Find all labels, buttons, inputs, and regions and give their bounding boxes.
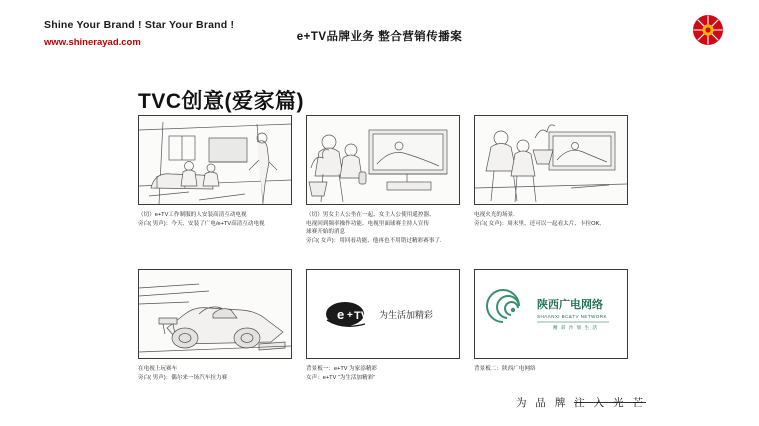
- svg-text:陕西广电网络: 陕西广电网络: [537, 299, 603, 311]
- caption-line: 背景板一：e+TV 为家添精彩: [306, 366, 378, 372]
- caption-line: 背景板二：陕西广电网络: [474, 366, 536, 372]
- storyboard-caption: [306, 365, 458, 382]
- sketch-family-watching-tv[interactable]: [306, 115, 460, 205]
- caption-line: 女声：e+TV “为生活加精彩”: [306, 374, 376, 381]
- storyboard-cell[interactable]: [474, 269, 626, 374]
- storyboard-cell[interactable]: [306, 115, 458, 246]
- svg-text:SHAANXI BC&TV NETWORK: SHAANXI BC&TV NETWORK: [537, 314, 607, 319]
- storyboard-caption: [474, 365, 626, 374]
- caption-line: 旁白( 男声)：偶尔来一场汽车拉力赛: [138, 374, 228, 381]
- svg-text:为生活加精彩: 为生活加精彩: [379, 310, 434, 320]
- storyboard-caption: [474, 211, 626, 228]
- caption-line: 旁白( 女声)：用回看功能、他再也不用错过精彩赛事了.: [306, 237, 442, 244]
- caption-line: 在电视上玩赛车: [138, 366, 178, 372]
- caption-line: 电视火光的场景.: [474, 212, 515, 218]
- storyboard-caption: [138, 211, 290, 228]
- caption-line: 球赛开始的消息: [306, 229, 346, 236]
- caption-line: 电视回到频率操作功能、电视里面球赛主持人宣传: [306, 220, 430, 227]
- storyboard-caption: [138, 365, 290, 382]
- storyboard-cell[interactable]: [138, 269, 290, 382]
- storyboard-cell[interactable]: [138, 115, 290, 228]
- sketch-couple-sofa-tv[interactable]: [474, 115, 628, 205]
- header-tagline: Shine Your Brand ! Star Your Brand !: [44, 19, 235, 31]
- logo-shaanxi-broadcast-network[interactable]: [474, 269, 628, 359]
- sketch-racing-car-game[interactable]: [138, 269, 292, 359]
- storyboard: [138, 115, 638, 404]
- header-center-title: e+TV品牌业务 整合营销传播案: [296, 31, 463, 43]
- caption-line: 旁白( 女声)：周末里、还可以一起看太片、卡拉OK、: [474, 220, 605, 227]
- storyboard-caption: [306, 211, 458, 246]
- page-header: [0, 0, 759, 58]
- storyboard-cell[interactable]: [306, 269, 458, 382]
- svg-text:TV: TV: [354, 310, 369, 322]
- logo-etv-slogan[interactable]: [306, 269, 460, 359]
- storyboard-row: [138, 115, 638, 253]
- storyboard-cell[interactable]: [474, 115, 626, 228]
- svg-text:精 彩 沙 划 生 活: 精 彩 沙 划 生 活: [553, 325, 598, 330]
- sunburst-logo: [690, 12, 726, 48]
- storyboard-row: [138, 269, 638, 404]
- caption-line: 旁白( 男声)：今天、安装了广电/e+TV高清互动电视: [138, 220, 265, 227]
- sketch-living-room-family[interactable]: [138, 115, 292, 205]
- header-url[interactable]: www.shinerayad.com: [44, 37, 141, 48]
- footer-slogan: 为 品 牌 注 入 光 芒: [515, 397, 646, 409]
- svg-text:+: +: [347, 310, 353, 321]
- caption-line: （切）男女主人公坐在一起、女主人公使用遥控器、: [306, 212, 435, 218]
- svg-text:e: e: [337, 307, 345, 322]
- page-title: TVC创意(爱家篇): [138, 90, 304, 113]
- caption-line: （切）e+TV工作制服的人安装高清互动电视: [138, 212, 247, 218]
